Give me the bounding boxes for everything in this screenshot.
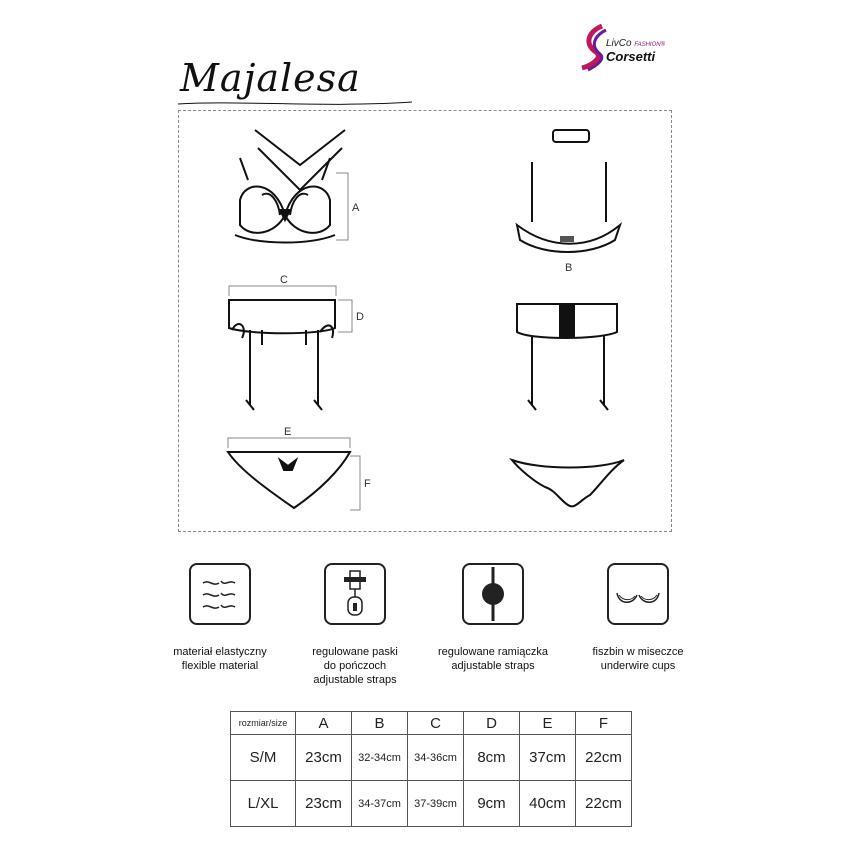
underwire-icon	[607, 563, 669, 625]
feature-line1: materiał elastyczny	[173, 646, 267, 658]
feature-line2: underwire cups	[600, 660, 676, 672]
table-cell: 8cm	[464, 735, 520, 781]
column-header-e: E	[520, 712, 576, 735]
belt-height-dimension	[338, 300, 352, 332]
table-cell: 34-36cm	[408, 735, 464, 781]
garter-belt-front-drawing	[229, 300, 335, 410]
table-cell: 34-37cm	[352, 781, 408, 827]
column-header-f: F	[576, 712, 632, 735]
table-cell: 22cm	[576, 781, 632, 827]
thong-back-drawing	[512, 460, 624, 506]
belt-width-dimension	[229, 286, 336, 296]
table-cell: 22cm	[576, 735, 632, 781]
table-row	[231, 781, 632, 827]
feature-flexible-material	[145, 563, 295, 673]
size-label: S/M	[231, 735, 296, 781]
feature-adjustable-shoulder-straps	[418, 563, 568, 673]
size-label: L/XL	[231, 781, 296, 827]
feature-line2: do pończoch	[323, 660, 387, 672]
table-cell: 40cm	[520, 781, 576, 827]
column-header-c: C	[408, 712, 464, 735]
size-table-corner: rozmiar/size	[231, 712, 296, 735]
feature-line2: adjustable straps	[451, 660, 535, 672]
size-table-header	[231, 712, 632, 735]
feature-line1: fiszbin w miseczce	[592, 646, 684, 658]
product-title: Majalesa	[180, 56, 361, 100]
bra-back-drawing	[517, 130, 620, 252]
dimension-label-b: B	[565, 262, 573, 274]
strap-slider-icon	[324, 563, 386, 625]
table-row	[231, 735, 632, 781]
table-cell: 32-34cm	[352, 735, 408, 781]
wavy-lines-icon	[189, 563, 251, 625]
column-header-a: A	[296, 712, 352, 735]
dimension-label-f: F	[364, 478, 371, 490]
thong-height-dimension	[350, 456, 360, 510]
dimension-label-c: C	[280, 274, 288, 286]
feature-line2: flexible material	[181, 660, 259, 672]
column-header-d: D	[464, 712, 520, 735]
garter-belt-back-drawing	[517, 304, 617, 410]
feature-line1: regulowane paski	[312, 646, 398, 658]
brand-name-line1: LivCo FASHION®	[606, 38, 666, 49]
table-cell: 23cm	[296, 735, 352, 781]
strap-buckle-icon	[462, 563, 524, 625]
brand-name-line2: Corsetti	[606, 49, 656, 64]
feature-underwire-cups	[563, 563, 713, 673]
thong-width-dimension	[228, 438, 350, 448]
bra-height-dimension	[336, 173, 348, 240]
table-cell: 37-39cm	[408, 781, 464, 827]
size-table	[230, 711, 632, 827]
feature-line1: regulowane ramiączka	[437, 646, 549, 658]
dimension-label-a: A	[352, 202, 360, 214]
thong-front-drawing	[228, 452, 350, 508]
table-cell: 37cm	[520, 735, 576, 781]
column-header-b: B	[352, 712, 408, 735]
bra-front-drawing	[235, 130, 345, 243]
feature-adjustable-garter-straps	[280, 563, 430, 687]
dimension-label-e: E	[284, 426, 292, 438]
dimension-label-d: D	[356, 311, 364, 323]
feature-line3: adjustable straps	[313, 674, 397, 686]
table-cell: 23cm	[296, 781, 352, 827]
table-cell: 9cm	[464, 781, 520, 827]
